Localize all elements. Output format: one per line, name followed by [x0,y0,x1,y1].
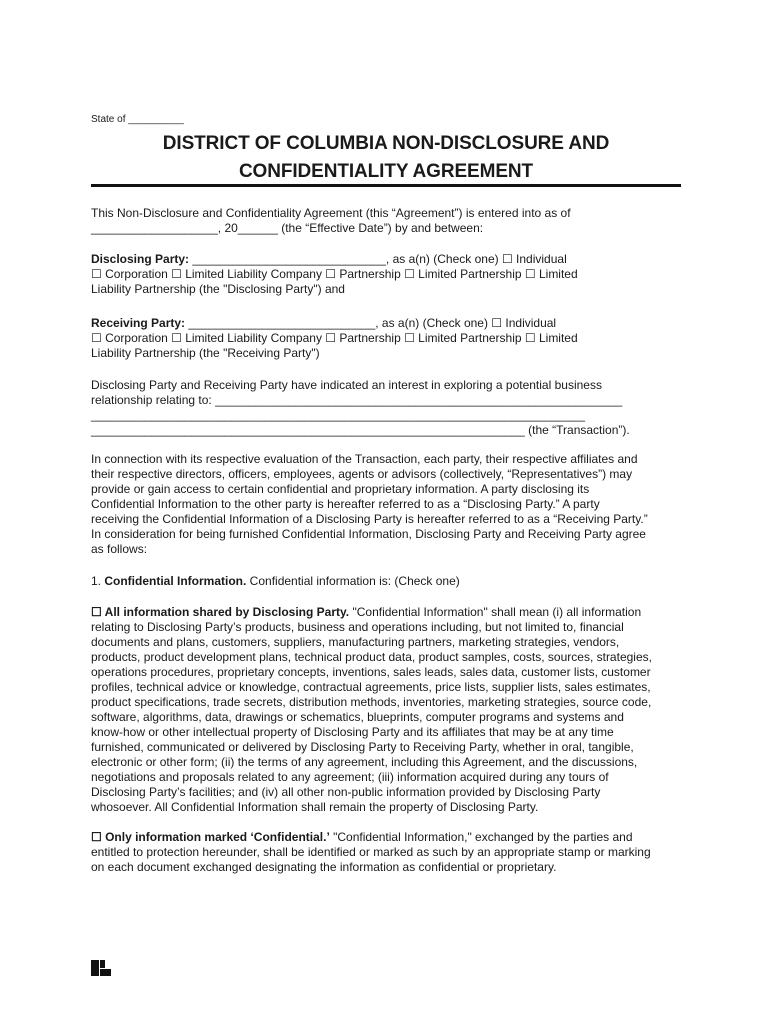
consideration-line: Confidential Information to the other party is hereafter referred to as a “Disclosing Party.” A party [91,497,600,511]
option-all-line: operations procedures, proprietary concepts, inventions, sales leads, sales data, customer lists, customer [91,665,651,679]
section-intro: Confidential information is: (Check one) [246,574,460,588]
option-all-line-1: "Confidential Information" shall mean (i) all information [349,605,642,619]
option-marked-confidential [91,830,681,875]
transaction-paragraph [91,378,681,438]
transaction-line-4: _________________________________________________________________ (the “Transaction”). [91,423,630,437]
document-title [91,130,681,186]
option-marked-checkbox-heading[interactable]: ☐ Only information marked ‘Confidential.’ [91,830,330,844]
section-title: Confidential Information. [104,574,247,588]
receiving-party-paragraph [91,316,681,361]
section-number: 1. [91,574,105,588]
option-all-line: documents and plans, customers, suppliers, manufacturing partners, marketing strategies, vendors, [91,635,620,649]
title-divider [91,184,681,187]
disclosing-party-line-3: Liability Partnership (the "Disclosing Party") and [91,282,345,296]
option-marked-line-1: "Confidential Information," exchanged by the parties and [329,830,633,844]
consideration-line: their respective directors, officers, employees, agents or advisors (collectively, “Representatives”) may [91,467,633,481]
option-all-line: know-how or other intellectual property of Disclosing Party and its affiliates that may be at any time [91,725,614,739]
option-all-checkbox-heading[interactable]: ☐ All information shared by Disclosing Party. [91,605,350,619]
option-all-line: relating to Disclosing Party’s products, business and operations including, but not limited to, financial [91,620,624,634]
option-all-line: product specifications, trade secrets, distribution methods, inventories, marketing strategies, source code, [91,695,652,709]
option-marked-line: entitled to protection hereunder, shall be identified or marked as such by an appropriate stamp or marking [91,845,651,859]
disclosing-party-label: Disclosing Party: [91,252,190,266]
consideration-line: as follows: [91,542,148,556]
brand-logo-icon [91,960,111,976]
option-all-information [91,605,681,815]
state-line: State of __________ [91,114,184,125]
consideration-line: In consideration for being furnished Confidential Information, Disclosing Party and Receiving Party agree [91,527,646,541]
receiving-party-label: Receiving Party: [91,316,186,330]
title-line-1: DISTRICT OF COLUMBIA NON-DISCLOSURE AND [162,133,610,154]
disclosing-party-line-2: ☐ Corporation ☐ Limited Liability Company ☐ Partnership ☐ Limited Partnership ☐ Limited [91,267,578,281]
consideration-paragraph [91,452,681,557]
intro-line-1: This Non-Disclosure and Confidentiality Agreement (this “Agreement”) is entered into as of [91,206,571,220]
disclosing-party-paragraph [91,252,681,297]
option-all-line: profiles, technical advice or knowledge, contractual agreements, price lists, supplier lists, sales estimates, [91,680,651,694]
option-all-line: whosoever. All Confidential Information shall remain the property of Disclosing Party. [91,800,539,814]
option-marked-line: on each document exchanged designating the information as confidential or proprietary. [91,860,557,874]
consideration-line: provide or gain access to certain confidential and proprietary information. A party disclosing its [91,482,590,496]
transaction-line-2: relationship relating to: _____________________________________________________________ [91,393,623,407]
transaction-line-1: Disclosing Party and Receiving Party have indicated an interest in exploring a potential business [91,378,602,392]
consideration-line: receiving the Confidential Information of a Disclosing Party is hereafter referred to as a “Receiving Party.” [91,512,648,526]
option-all-line: negotiations and proposals related to any agreement; (iii) information acquired during any tours of [91,770,609,784]
intro-paragraph [91,206,681,236]
option-all-line: products, product development plans, technical product data, product samples, costs, sources, strategies, [91,650,652,664]
consideration-line: In connection with its respective evaluation of the Transaction, each party, their respective affiliates and [91,452,638,466]
option-all-line: furnished, communicated or delivered by Disclosing Party to Receiving Party, whether in oral, tangible, [91,740,634,754]
title-line-2: CONFIDENTIALITY AGREEMENT [238,161,534,182]
option-all-line: electronic or other form; (ii) the terms of any agreement, including this Agreement, and the discussions, [91,755,638,769]
disclosing-party-line-1: _____________________________, as a(n) (Check one) ☐ Individual [189,252,567,266]
option-all-line: Disclosing Party’s facilities; and (iv) all other non-public information provided by Disclosing Party [91,785,601,799]
receiving-party-line-1: ____________________________, as a(n) (Check one) ☐ Individual [185,316,557,330]
transaction-line-3: __________________________________________________________________________ [91,408,585,422]
receiving-party-line-2: ☐ Corporation ☐ Limited Liability Company ☐ Partnership ☐ Limited Partnership ☐ Limited [91,331,578,345]
option-all-line: software, algorithms, data, drawings or schematics, blueprints, computer programs and systems and [91,710,624,724]
section-1-heading [91,574,681,589]
receiving-party-line-3: Liability Partnership (the "Receiving Party") [91,346,320,360]
intro-line-2: ___________________, 20______ (the “Effective Date”) by and between: [91,221,484,235]
